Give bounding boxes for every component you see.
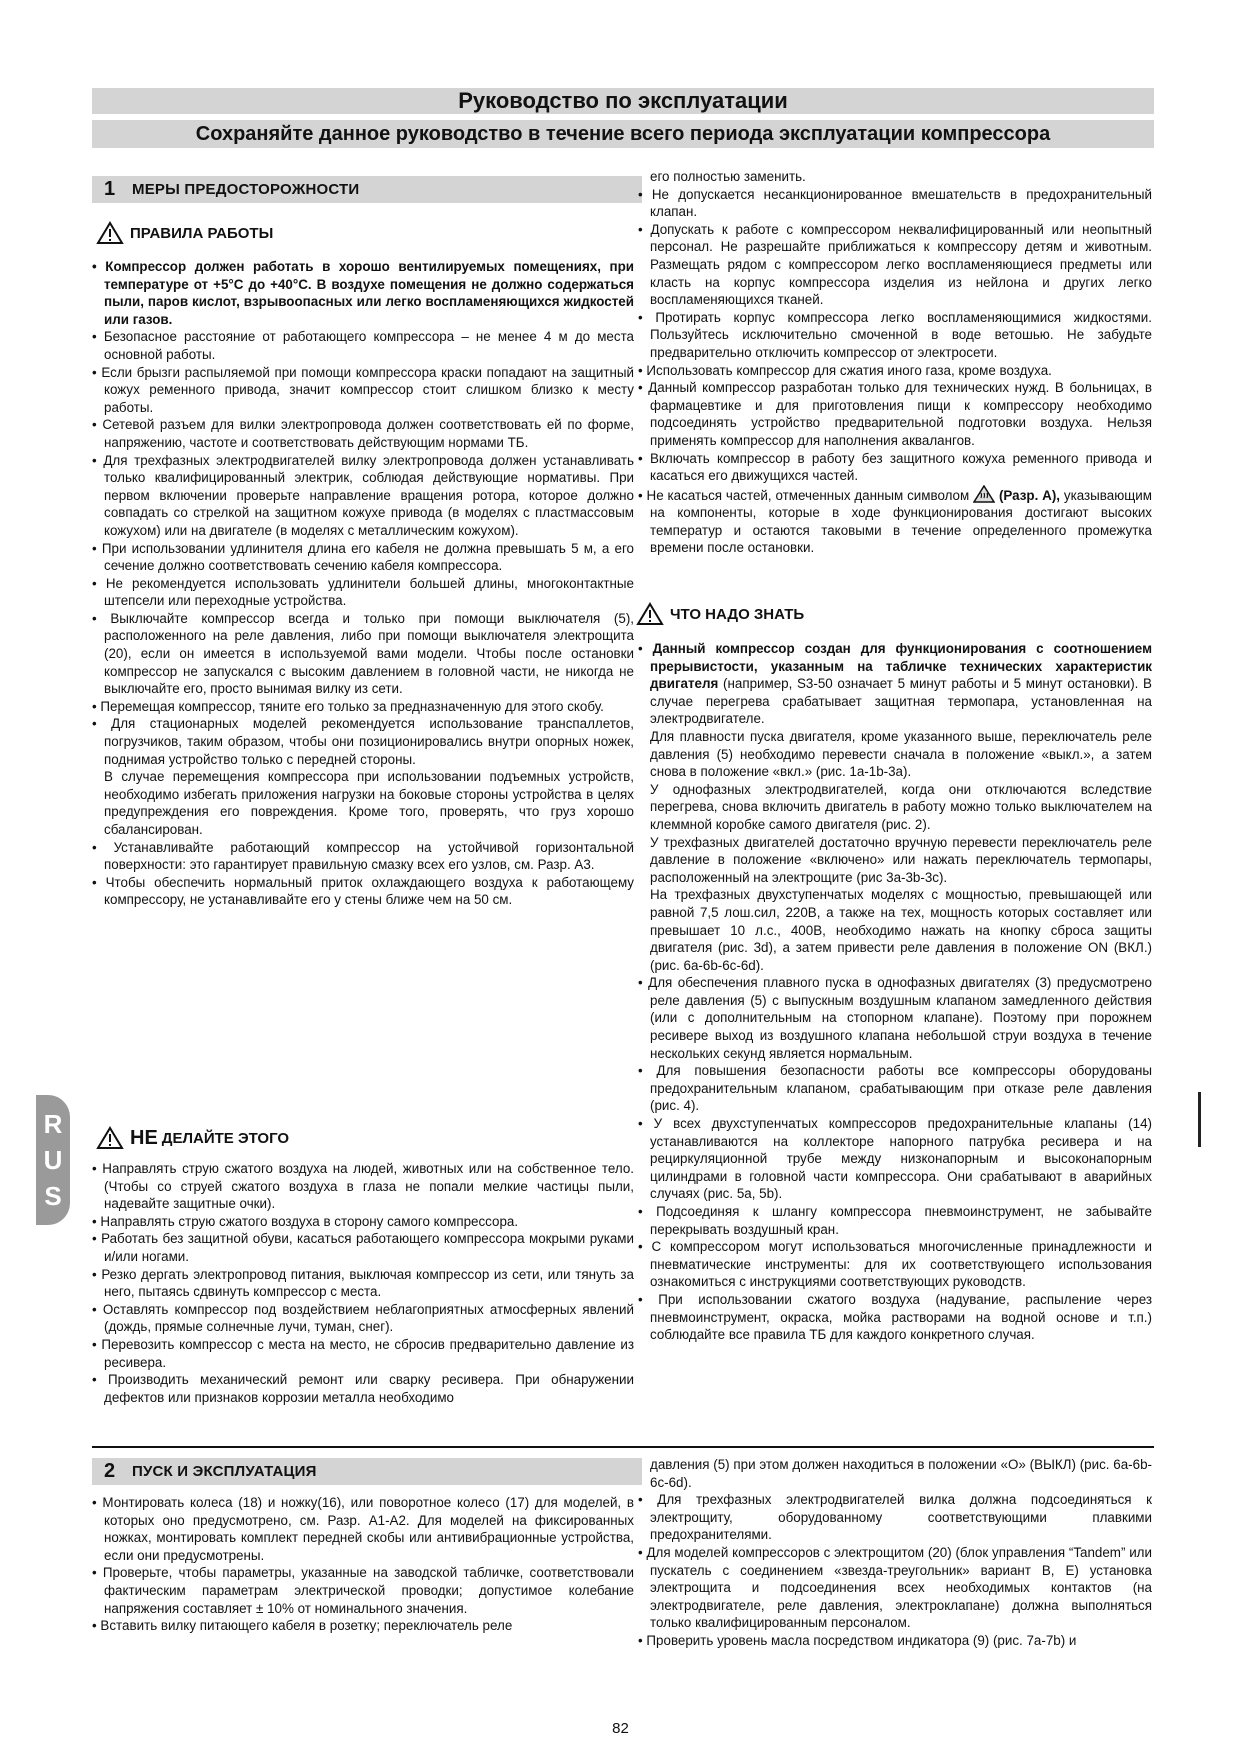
- rule-item: • Компрессор должен работать в хорошо вентилируемых помещениях, при температуре от +5°C до +40°C. В воздухе помещения не должно содержаться пыли, паров кислот, взрывоопасных или легко воспламеняющихся жидкостей или газов.: [92, 258, 634, 328]
- section-number: 2: [104, 1460, 116, 1482]
- symbol-desc: указывающим на компоненты, которые в ходе функционирования достигают высоких температур и остаются таковыми в течение определенного промежутка времени после остановки.: [650, 487, 1152, 556]
- startup-item: • Проверьте, чтобы параметры, указанные на заводской табличке, соответствовали фактическим параметрам электрической проводки; допустимое колебание напряжения составляет ± 10% от номинального значения.: [92, 1564, 634, 1617]
- rule-paragraph: В случае перемещения компрессора при использовании подъемных устройств, необходимо избегать приложения нагрузки на боковые стороны устройства в целях предупреждения его повреждения. Кроме того, проверять, что груз хорошо сбалансирован.: [104, 769, 634, 837]
- tab-letter: U: [43, 1145, 63, 1175]
- know-paragraph: У трехфазных двигателей достаточно вручную перевести переключатель реле давление в положение «включено» или нажать переключатель термопары, расположенный на электрощите (рис 3a-3b-3c).: [650, 834, 1152, 885]
- dont-item: • Использовать компрессор для сжатия иного газа, кроме воздуха.: [638, 362, 1152, 380]
- rule-item: • При использовании удлинителя длина его кабеля не должна превышать 5 м, а его сечение должно соответствовать сечению кабеля компрессора.: [92, 540, 634, 575]
- warning-triangle-icon: [636, 602, 664, 626]
- page-number: 82: [612, 1720, 629, 1737]
- language-side-tab: [36, 1095, 70, 1225]
- know-paragraph: На трехфазных двухступенчатых моделях с мощностью, превышающей или равной 7,5 лош.сил, 220В, а также на тех, мощность которых составляет или превышает 10 л.с., 400В, необходимо нажать на кнопку сброса защиты двигателя (рис. 3d), а затем привести реле давления в положение ON (ВКЛ.) (рис. 6a-6b-6c-6d).: [650, 887, 1152, 973]
- dont-continuation: его полностью заменить.: [650, 169, 806, 184]
- know-item: • Для обеспечения плавного пуска в однофазных двигателях (3) предусмотрено реле давления (5) с выпускным воздушным клапаном замедленного действия (или с дополнительным на стопорном клапане). Поэтому при порожнем ресивере выход из воздушного клапана небольшой струи воздуха в течение нескольких секунд является нормальным.: [638, 974, 1152, 1062]
- startup-item: • Вставить вилку питающего кабеля в розетку; переключатель реле: [92, 1617, 634, 1635]
- section-title: МЕРЫ ПРЕДОСТОРОЖНОСТИ: [132, 181, 360, 198]
- rule-item: • Устанавливайте работающий компрессор на устойчивой горизонтальной поверхности: это гарантирует правильную смазку всех его узлов, см. Разр. А3.: [92, 839, 634, 874]
- tab-letter: S: [44, 1181, 62, 1211]
- rule-item: • Для трехфазных электродвигателей вилку электропровода должен устанавливать только квалифицированный электрик, соблюдая действующие нормативы. При первом включении проверьте направление вращения ротора, которое должно совпадать со стрелкой на защитном кожухе привода (в моделях с пластмассовым кожухом) или на двигателе (в моделях с металлическим кожухом).: [92, 452, 634, 540]
- know-item: • Подсоединяя к шлангу компрессора пневмоинструмент, не забывайте перекрывать воздушный кран.: [638, 1203, 1152, 1238]
- rules-column: [92, 258, 634, 909]
- warning-triangle-icon: [96, 1126, 124, 1150]
- know-heading: [636, 600, 804, 628]
- know-item: • Для повышения безопасности работы все компрессоры оборудованы предохранительным клапаном, срабатывающим при отказе реле давления (рис. 4).: [638, 1062, 1152, 1115]
- section-divider: [92, 1446, 1154, 1448]
- dont-item: • Направлять струю сжатого воздуха на людей, животных или на собственное тело. (Чтобы со струей сжатого воздуха в глаза не попали мелкие частицы пыли, надевайте защитные очки).: [92, 1160, 634, 1213]
- dont-item: • Допускать к работе с компрессором неквалифицированный или неопытный персонал. Не разрешайте приближаться к компрессору детям и животным. Размещать рядом с компрессором легко воспламеняющиеся предметы или класть на корпус компрессора изделия из нейлона и других легко воспламеняющихся тканей.: [638, 221, 1152, 309]
- section-title: ПУСК И ЭКСПЛУАТАЦИЯ: [132, 1463, 317, 1480]
- rule-item: • Безопасное расстояние от работающего компрессора – не менее 4 м до места основной работы.: [92, 328, 634, 363]
- startup-item: • Монтировать колеса (18) и ножку(16), или поворотное колесо (17) для моделей, в которых оно предусмотрено, см. Разр. А1-А2. Для моделей на фиксированных ножках, монтировать комплект передней скобы или антивибрационные устройства, если они предусмотрены.: [92, 1494, 634, 1564]
- rule-item: • Не рекомендуется использовать удлинители большей длины, многоконтактные штепсели или переходные устройства.: [92, 575, 634, 610]
- dont-item: • Работать без защитной обуви, касаться работающего компрессора мокрыми руками и/или ногами.: [92, 1230, 634, 1265]
- dont-heading-text: ДЕЛАЙТЕ ЭТОГО: [161, 1129, 290, 1147]
- startup-left-column: [92, 1494, 634, 1635]
- know-item: • При использовании сжатого воздуха (надувание, распыление через пневмоинструмент, окраска, мойка растворами на водной основе и т.п.) соблюдайте все правила ТБ для каждого конкретного случая.: [638, 1291, 1152, 1344]
- section-1-heading: [92, 176, 642, 203]
- rules-heading-text: ПРАВИЛА РАБОТЫ: [130, 224, 274, 242]
- dont-column: [92, 1160, 634, 1406]
- warning-triangle-icon: [96, 221, 124, 245]
- dont-item: • Направлять струю сжатого воздуха в сторону самого компрессора.: [92, 1213, 634, 1231]
- rule-item: • Перемещая компрессор, тяните его только за предназначенную для этого скобу.: [92, 698, 634, 716]
- dont-item: • Резко дергать электропровод питания, выключая компрессор из сети, или тянуть за него, пытаясь сдвинуть компрессор с места.: [92, 1266, 634, 1301]
- edge-marker: [1198, 1092, 1201, 1147]
- know-item: • У всех двухступенчатых компрессоров предохранительные клапаны (14) устанавливаются на коллекторе напорного патрубка ресивера и на рециркуляционной трубе между низконапорным и высоконапорным цилиндрами в головной части компрессора. Они срабатывают в аварийных случаях (рис. 5a, 5b).: [638, 1115, 1152, 1203]
- dont-item: • Включать компрессор в работу без защитного кожуха ременного привода и касаться его движущихся частей.: [638, 450, 1152, 485]
- rules-heading: [96, 219, 273, 247]
- rule-item: • Сетевой разъем для вилки электропровода должен соответствовать ей по форме, напряжению, частоте и соответствовать действующим нормами ТБ.: [92, 416, 634, 451]
- manual-subtitle: Сохраняйте данное руководство в течение всего периода эксплуатации компрессора: [92, 120, 1154, 148]
- dont-item-hot-symbol: [638, 485, 1152, 557]
- dont-item: • Перевозить компрессор с места на место, не сбросив предварительно давление из ресивера.: [92, 1336, 634, 1371]
- know-paragraph: Для плавности пуска двигателя, кроме указанного выше, переключатель реле давления (5) необходимо перевести сначала в положение «выкл.», а затем снова в положение «вкл.» (рис. 1a-1b-3a).: [650, 728, 1152, 780]
- symbol-text: Не касаться частей, отмеченных данным символом: [646, 487, 970, 503]
- dont-item: • Данный компрессор разработан только для технических нужд. В больницах, в фармацевтике и для приготовления пищи к компрессору необходимо подсоединять устройство предварительной подготовки воздуха. Нельзя применять компрессор для наполнения аквалангов.: [638, 379, 1152, 449]
- hot-surface-warning-icon: [973, 485, 995, 503]
- dont-item: • Производить механический ремонт или сварку ресивера. При обнаружении дефектов или признаков коррозии металла необходимо: [92, 1371, 634, 1406]
- startup-continuation: давления (5) при этом должен находиться в положении «О» (ВЫКЛ) (рис. 6a-6b-6c-6d).: [650, 1457, 1152, 1490]
- know-paragraph: У однофазных электродвигателей, когда они отключаются вследствие перегрева, снова включить двигатель в работу можно только выключателем на клеммной коробке самого двигателя (рис. 2).: [650, 781, 1152, 832]
- know-column: [638, 640, 1152, 1344]
- dont-item: • Не допускается несанкционированное вмешательств в предохранительный клапан.: [638, 186, 1152, 221]
- dont-heading: [96, 1124, 289, 1152]
- rule-item: • Если брызги распыляемой при помощи компрессора краски попадают на защитный кожух ременного привода, значит компрессор стоит слишком близко к месту работы.: [92, 364, 634, 417]
- startup-item: • Для трехфазных электродвигателей вилка должна подсоединяться к электрощиту, оборудованному соответствующими плавкими предохранителями.: [638, 1491, 1152, 1544]
- rule-item: • Выключайте компрессор всегда и только при помощи выключателя (5), расположенного на реле давления, либо при помощи выключателя электрощита (20), если он имеется в используемой вами модели. Чтобы после остановки компрессор не запускался с высоким давлением в головной части, не никогда не выключайте его, просто вынимая вилку из сети.: [92, 610, 634, 698]
- section-2-heading: [92, 1458, 642, 1485]
- know-item: [638, 640, 1152, 728]
- rule-item: • Чтобы обеспечить нормальный приток охлаждающего воздуха к работающему компрессору, не устанавливайте его у стены ближе чем на 50 см.: [92, 874, 634, 909]
- know-item: • С компрессором могут использоваться многочисленные принадлежности и пневматические инструменты: для их соответствующего использования ознакомиться с инструкциями соответствующих руководств.: [638, 1238, 1152, 1291]
- manual-title: Руководство по эксплуатации: [92, 88, 1154, 114]
- know-heading-text: ЧТО НАДО ЗНАТЬ: [670, 605, 805, 623]
- startup-item: • Проверить уровень масла посредством индикатора (9) (рис. 7a-7b) и: [638, 1632, 1152, 1650]
- section-number: 1: [104, 178, 116, 200]
- rule-item: • Для стационарных моделей рекомендуется использование транспаллетов, погрузчиков, таким образом, чтобы они позиционировались внутри опорных ножек, поднимая устройство только с передней стороны.: [92, 715, 634, 768]
- dont-item: • Протирать корпус компрессора легко воспламеняющимися жидкостями. Пользуйтесь исключительно смоченной в воде ветошью. Не забудьте предварительно отключить компрессор от электросети.: [638, 309, 1152, 362]
- startup-right-column: [638, 1456, 1152, 1650]
- know-item-bold: Данный компрессор создан для функционирования с соотношением прерывистости, указанным на табличке технических характеристик двигателя: [650, 641, 1152, 692]
- tab-letter: R: [43, 1109, 63, 1139]
- dont-continued-column: [638, 168, 1152, 557]
- symbol-ref: (Разр. А),: [998, 487, 1061, 503]
- know-item-rest: (например, S3-50 означает 5 минут работы и 5 минут остановки). В случае перегрева срабатывает защитная термопара, установленная на электродвигателе.: [650, 676, 1152, 727]
- startup-item: • Для моделей компрессоров с электрощитом (20) (блок управления “Tandem” или пускатель с соединением «звезда-треугольник» вариант В, Е) установка электрощита и подсоединения всех необходимых контактов (на электродвигателе, реле давления, электроклапане) должна выполняться только квалифицированным персоналом.: [638, 1544, 1152, 1632]
- dont-item: • Оставлять компрессор под воздействием неблагоприятных атмосферных явлений (дождь, прямые солнечные лучи, туман, снег).: [92, 1301, 634, 1336]
- dont-heading-big: НЕ: [130, 1126, 158, 1149]
